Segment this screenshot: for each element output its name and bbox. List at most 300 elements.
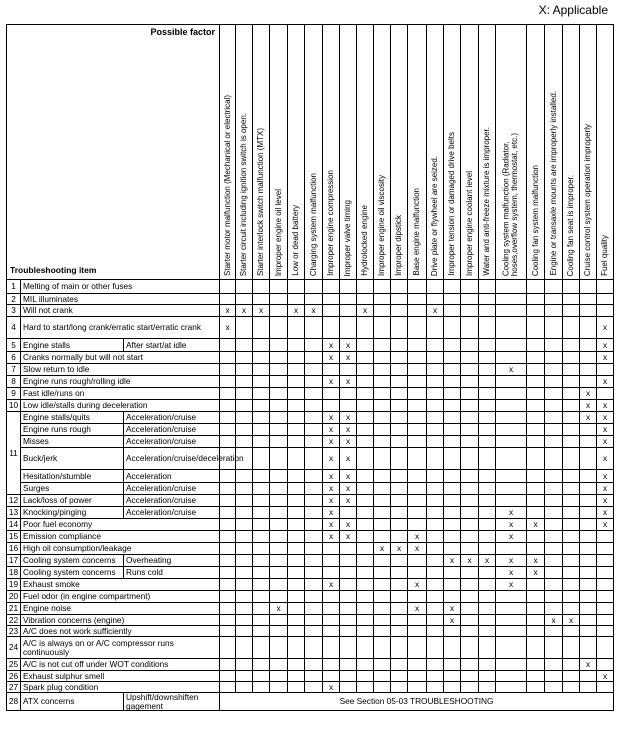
row-item: Will not crank xyxy=(21,305,220,317)
applicable-cell xyxy=(374,555,391,567)
applicable-cell xyxy=(427,317,444,339)
applicable-cell xyxy=(427,555,444,567)
applicable-cell xyxy=(479,294,496,305)
table-row xyxy=(7,519,614,531)
applicable-cell xyxy=(305,448,323,470)
table-row xyxy=(7,626,614,637)
applicable-cell xyxy=(340,671,357,682)
factor-label: Base engine malfunction xyxy=(411,188,421,276)
applicable-cell xyxy=(527,317,545,339)
applicable-cell xyxy=(461,671,479,682)
applicable-cell xyxy=(357,659,374,671)
applicable-cell xyxy=(323,294,340,305)
factor-header-7 xyxy=(340,25,357,280)
applicable-cell xyxy=(496,400,527,412)
applicable-cell xyxy=(527,591,545,603)
applicable-mark: x xyxy=(408,579,427,591)
applicable-cell xyxy=(527,603,545,615)
applicable-cell xyxy=(427,682,444,693)
applicable-cell xyxy=(270,567,288,579)
row-number: 5 xyxy=(7,339,21,352)
applicable-cell xyxy=(270,495,288,507)
applicable-mark: x xyxy=(580,388,597,400)
applicable-cell xyxy=(461,626,479,637)
applicable-cell xyxy=(545,280,563,294)
applicable-cell xyxy=(288,364,305,376)
applicable-cell xyxy=(545,659,563,671)
applicable-cell xyxy=(305,294,323,305)
applicable-mark: x xyxy=(496,579,527,591)
applicable-cell xyxy=(391,412,408,424)
applicable-cell xyxy=(391,591,408,603)
applicable-cell xyxy=(288,294,305,305)
applicable-cell xyxy=(479,659,496,671)
applicable-cell xyxy=(427,603,444,615)
table-row xyxy=(7,294,614,305)
applicable-cell xyxy=(374,436,391,448)
applicable-cell xyxy=(357,543,374,555)
applicable-cell xyxy=(270,470,288,483)
applicable-cell xyxy=(236,483,253,495)
applicable-cell xyxy=(545,507,563,519)
applicable-cell xyxy=(597,294,614,305)
applicable-cell xyxy=(496,470,527,483)
applicable-cell xyxy=(479,543,496,555)
applicable-cell xyxy=(340,579,357,591)
applicable-cell xyxy=(391,400,408,412)
applicable-cell xyxy=(563,388,580,400)
applicable-cell xyxy=(357,352,374,364)
applicable-cell xyxy=(391,671,408,682)
applicable-cell xyxy=(545,400,563,412)
applicable-cell xyxy=(563,567,580,579)
applicable-cell xyxy=(496,495,527,507)
applicable-mark: x xyxy=(496,507,527,519)
applicable-cell xyxy=(545,591,563,603)
table-row xyxy=(7,388,614,400)
applicable-cell xyxy=(236,352,253,364)
applicable-cell xyxy=(253,659,270,671)
applicable-cell xyxy=(461,305,479,317)
applicable-cell xyxy=(545,603,563,615)
applicable-cell xyxy=(527,424,545,436)
applicable-cell xyxy=(253,507,270,519)
table-row xyxy=(7,579,614,591)
applicable-cell xyxy=(496,637,527,659)
applicable-cell xyxy=(305,659,323,671)
applicable-cell xyxy=(391,637,408,659)
applicable-cell xyxy=(580,543,597,555)
applicable-mark: x xyxy=(391,543,408,555)
applicable-cell xyxy=(527,543,545,555)
applicable-cell xyxy=(220,531,236,543)
applicable-cell xyxy=(461,436,479,448)
applicable-cell xyxy=(580,626,597,637)
applicable-cell xyxy=(563,603,580,615)
applicable-cell xyxy=(427,483,444,495)
applicable-cell xyxy=(444,682,461,693)
applicable-cell xyxy=(408,555,427,567)
applicable-cell xyxy=(479,436,496,448)
applicable-cell xyxy=(357,531,374,543)
applicable-cell xyxy=(563,294,580,305)
applicable-cell xyxy=(444,483,461,495)
applicable-cell xyxy=(253,637,270,659)
applicable-cell xyxy=(563,671,580,682)
applicable-cell xyxy=(253,591,270,603)
applicable-cell xyxy=(408,495,427,507)
applicable-cell xyxy=(357,603,374,615)
applicable-cell xyxy=(444,637,461,659)
applicable-cell xyxy=(527,294,545,305)
factor-header-2 xyxy=(253,25,270,280)
applicable-cell xyxy=(563,280,580,294)
applicable-cell xyxy=(270,543,288,555)
applicable-cell xyxy=(305,555,323,567)
applicable-cell xyxy=(427,412,444,424)
applicable-cell xyxy=(236,567,253,579)
applicable-cell xyxy=(527,470,545,483)
applicable-cell xyxy=(527,659,545,671)
applicable-cell xyxy=(580,495,597,507)
applicable-cell xyxy=(427,591,444,603)
applicable-cell xyxy=(461,531,479,543)
applicable-cell xyxy=(270,424,288,436)
applicable-cell xyxy=(374,412,391,424)
applicable-cell xyxy=(496,388,527,400)
applicable-cell xyxy=(597,555,614,567)
row-item: Poor fuel economy xyxy=(21,519,220,531)
applicable-cell xyxy=(527,626,545,637)
applicable-cell xyxy=(408,626,427,637)
applicable-cell xyxy=(427,671,444,682)
table-row xyxy=(7,339,614,352)
applicable-mark: x xyxy=(444,555,461,567)
applicable-cell xyxy=(323,659,340,671)
applicable-cell xyxy=(270,317,288,339)
applicable-cell xyxy=(220,470,236,483)
applicable-cell xyxy=(253,412,270,424)
applicable-cell xyxy=(479,317,496,339)
applicable-cell xyxy=(374,352,391,364)
applicable-cell xyxy=(357,637,374,659)
row-item: Exhaust smoke xyxy=(21,579,220,591)
applicable-mark: x xyxy=(323,682,340,693)
applicable-cell xyxy=(563,352,580,364)
applicable-mark: x xyxy=(305,305,323,317)
applicable-cell xyxy=(479,376,496,388)
applicable-cell xyxy=(597,626,614,637)
applicable-cell xyxy=(427,519,444,531)
applicable-cell xyxy=(374,470,391,483)
row-condition: Acceleration/cruise/deceleration xyxy=(124,448,220,470)
applicable-cell xyxy=(357,400,374,412)
row-number: 27 xyxy=(7,682,21,693)
applicable-cell xyxy=(305,543,323,555)
applicable-mark: x xyxy=(288,305,305,317)
applicable-cell xyxy=(597,280,614,294)
applicable-cell xyxy=(288,507,305,519)
applicable-cell xyxy=(444,507,461,519)
applicable-cell xyxy=(479,682,496,693)
applicable-cell xyxy=(305,637,323,659)
applicable-cell xyxy=(236,671,253,682)
applicable-cell xyxy=(391,603,408,615)
applicable-cell xyxy=(220,519,236,531)
applicable-cell xyxy=(527,412,545,424)
applicable-cell xyxy=(427,388,444,400)
applicable-mark: x xyxy=(220,305,236,317)
applicable-cell xyxy=(340,543,357,555)
applicable-cell xyxy=(323,400,340,412)
applicable-cell xyxy=(374,603,391,615)
applicable-cell xyxy=(220,280,236,294)
applicable-cell xyxy=(461,615,479,626)
applicable-cell xyxy=(580,364,597,376)
applicable-mark: x xyxy=(496,531,527,543)
applicable-cell xyxy=(374,317,391,339)
applicable-cell xyxy=(220,436,236,448)
applicable-cell xyxy=(340,317,357,339)
applicable-cell xyxy=(374,376,391,388)
applicable-cell xyxy=(323,591,340,603)
factor-header-13 xyxy=(444,25,461,280)
factor-label: Water and anti-freeze mixture is improper. xyxy=(481,127,491,276)
table-row xyxy=(7,555,614,567)
applicable-cell xyxy=(374,495,391,507)
applicable-mark: x xyxy=(323,579,340,591)
factor-header-5 xyxy=(305,25,323,280)
applicable-cell xyxy=(288,280,305,294)
applicable-cell xyxy=(545,294,563,305)
row-item: Exhaust sulphur smell xyxy=(21,671,220,682)
row-condition: Acceleration/cruise xyxy=(124,495,220,507)
applicable-mark: x xyxy=(496,567,527,579)
row-item: Engine stalls xyxy=(21,339,124,352)
row-number: 6 xyxy=(7,352,21,364)
applicable-cell xyxy=(444,626,461,637)
applicable-cell xyxy=(580,567,597,579)
applicable-cell xyxy=(545,448,563,470)
factor-label: Improper engine oil level xyxy=(273,188,283,276)
applicable-cell xyxy=(580,637,597,659)
applicable-cell xyxy=(461,412,479,424)
applicable-mark: x xyxy=(597,412,614,424)
applicable-cell xyxy=(305,400,323,412)
applicable-mark: x xyxy=(479,555,496,567)
applicable-cell xyxy=(305,376,323,388)
applicable-cell xyxy=(444,412,461,424)
applicable-cell xyxy=(444,305,461,317)
applicable-cell xyxy=(545,682,563,693)
applicable-cell xyxy=(357,280,374,294)
applicable-cell xyxy=(340,659,357,671)
applicable-cell xyxy=(408,388,427,400)
see-section-note: See Section 05-03 TROUBLESHOOTING xyxy=(220,693,614,711)
applicable-cell xyxy=(496,294,527,305)
applicable-cell xyxy=(270,280,288,294)
table-row xyxy=(7,671,614,682)
applicable-cell xyxy=(340,637,357,659)
applicable-cell xyxy=(288,637,305,659)
applicable-cell xyxy=(270,364,288,376)
applicable-cell xyxy=(563,659,580,671)
applicable-cell xyxy=(444,352,461,364)
applicable-cell xyxy=(545,352,563,364)
row-item: A/C does not work sufficiently xyxy=(21,626,220,637)
applicable-cell xyxy=(427,339,444,352)
applicable-mark: x xyxy=(323,470,340,483)
applicable-cell xyxy=(220,412,236,424)
applicable-mark: x xyxy=(496,555,527,567)
applicable-cell xyxy=(461,470,479,483)
applicable-cell xyxy=(220,543,236,555)
applicable-cell xyxy=(220,400,236,412)
applicable-cell xyxy=(580,280,597,294)
applicable-cell xyxy=(444,388,461,400)
factor-header-14 xyxy=(461,25,479,280)
applicable-cell xyxy=(408,659,427,671)
applicable-cell xyxy=(580,317,597,339)
applicable-cell xyxy=(597,591,614,603)
applicable-cell xyxy=(461,567,479,579)
applicable-cell xyxy=(220,567,236,579)
applicable-cell xyxy=(236,294,253,305)
applicable-mark: x xyxy=(597,436,614,448)
applicable-cell xyxy=(236,519,253,531)
applicable-cell xyxy=(220,671,236,682)
applicable-cell xyxy=(408,280,427,294)
applicable-cell xyxy=(288,626,305,637)
applicable-cell xyxy=(496,305,527,317)
applicable-cell xyxy=(444,470,461,483)
row-condition: Acceleration xyxy=(124,470,220,483)
factor-label: Engine or transaxle mounts are improperly installed. xyxy=(548,91,558,276)
applicable-cell xyxy=(391,364,408,376)
applicable-mark: x xyxy=(323,448,340,470)
factor-label: Drive plate or flywheel are seized. xyxy=(429,155,439,276)
factor-header-17 xyxy=(527,25,545,280)
applicable-cell xyxy=(427,543,444,555)
applicable-cell xyxy=(479,364,496,376)
applicable-cell xyxy=(220,507,236,519)
applicable-cell xyxy=(253,671,270,682)
applicable-cell xyxy=(357,579,374,591)
applicable-cell xyxy=(427,567,444,579)
applicable-cell xyxy=(323,603,340,615)
factor-header-9 xyxy=(374,25,391,280)
applicable-mark: x xyxy=(496,519,527,531)
applicable-cell xyxy=(479,280,496,294)
applicable-cell xyxy=(288,339,305,352)
applicable-cell xyxy=(340,400,357,412)
factor-header-18 xyxy=(545,25,563,280)
applicable-cell xyxy=(391,280,408,294)
applicable-cell xyxy=(270,507,288,519)
applicable-mark: x xyxy=(323,376,340,388)
applicable-cell xyxy=(253,400,270,412)
applicable-cell xyxy=(391,317,408,339)
applicable-cell xyxy=(527,305,545,317)
applicable-cell xyxy=(220,579,236,591)
applicable-cell xyxy=(236,364,253,376)
troubleshooting-table xyxy=(6,24,614,711)
applicable-cell xyxy=(408,400,427,412)
applicable-cell xyxy=(253,495,270,507)
applicable-cell xyxy=(563,519,580,531)
row-condition: Acceleration/cruise xyxy=(124,436,220,448)
row-number: 22 xyxy=(7,615,21,626)
applicable-cell xyxy=(236,615,253,626)
applicable-cell xyxy=(427,364,444,376)
applicable-cell xyxy=(220,495,236,507)
table-row xyxy=(7,436,614,448)
applicable-cell xyxy=(408,376,427,388)
applicable-cell xyxy=(427,626,444,637)
applicable-cell xyxy=(444,591,461,603)
applicable-cell xyxy=(270,671,288,682)
applicable-cell xyxy=(357,615,374,626)
applicable-cell xyxy=(305,626,323,637)
applicable-cell xyxy=(545,519,563,531)
applicable-cell xyxy=(563,531,580,543)
applicable-cell xyxy=(408,412,427,424)
applicable-cell xyxy=(444,543,461,555)
applicable-mark: x xyxy=(323,483,340,495)
applicable-cell xyxy=(305,671,323,682)
applicable-cell xyxy=(253,294,270,305)
table-row xyxy=(7,400,614,412)
factor-header-3 xyxy=(270,25,288,280)
applicable-mark: x xyxy=(597,483,614,495)
applicable-cell xyxy=(545,470,563,483)
applicable-mark: x xyxy=(340,352,357,364)
applicable-cell xyxy=(461,388,479,400)
applicable-cell xyxy=(461,280,479,294)
applicable-cell xyxy=(479,388,496,400)
applicable-cell xyxy=(580,376,597,388)
applicable-mark: x xyxy=(580,412,597,424)
applicable-cell xyxy=(236,412,253,424)
applicable-cell xyxy=(270,579,288,591)
applicable-cell xyxy=(357,412,374,424)
applicable-cell xyxy=(580,531,597,543)
applicable-cell xyxy=(479,626,496,637)
applicable-cell xyxy=(305,352,323,364)
applicable-cell xyxy=(496,543,527,555)
applicable-cell xyxy=(444,659,461,671)
applicable-cell xyxy=(597,603,614,615)
applicable-cell xyxy=(288,483,305,495)
applicable-cell xyxy=(323,317,340,339)
row-number: 20 xyxy=(7,591,21,603)
applicable-cell xyxy=(270,637,288,659)
applicable-cell xyxy=(545,388,563,400)
row-number: 25 xyxy=(7,659,21,671)
applicable-cell xyxy=(580,305,597,317)
table-row xyxy=(7,280,614,294)
factor-label: Hydrolocked engine xyxy=(359,205,369,276)
table-row xyxy=(7,424,614,436)
factor-header-12 xyxy=(427,25,444,280)
applicable-cell xyxy=(427,400,444,412)
applicable-cell xyxy=(374,448,391,470)
factor-label: Starter interlock switch malfunction (MTX) xyxy=(255,127,265,276)
applicable-cell xyxy=(580,671,597,682)
applicable-cell xyxy=(253,436,270,448)
applicable-cell xyxy=(236,436,253,448)
applicable-cell xyxy=(374,388,391,400)
